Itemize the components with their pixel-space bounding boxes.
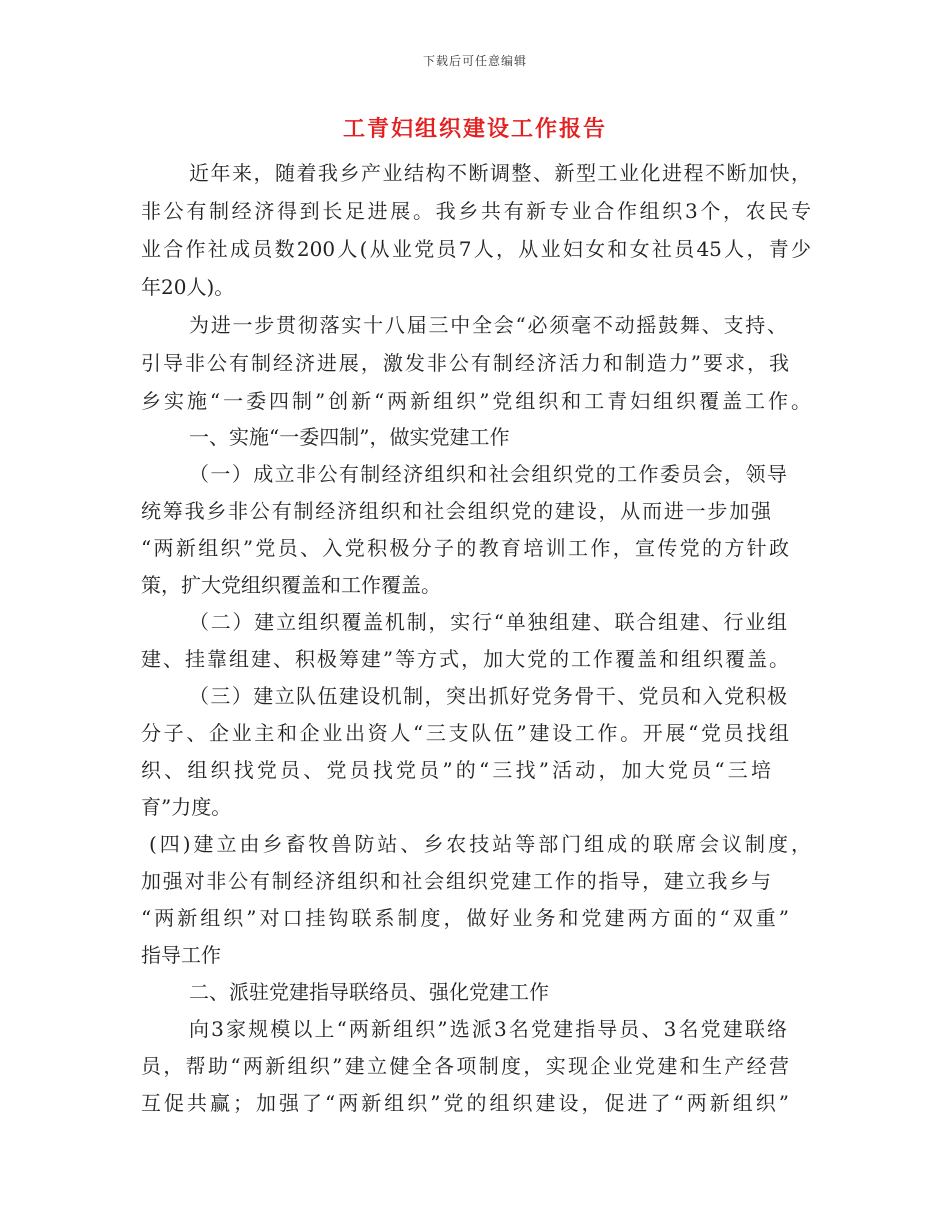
document-title: 工青妇组织建设工作报告 — [342, 116, 607, 142]
body-line: 育”力度。 — [141, 795, 232, 819]
section-heading: 一、实施“一委四制”，做实党建工作 — [189, 425, 510, 449]
body-line: 建、挂靠组建、积极筹建”等方式，加大党的工作覆盖和组织覆盖。 — [141, 647, 789, 671]
body-line: （二）建立组织覆盖机制，实行“单独组建、联合组建、行业组 — [189, 610, 787, 634]
body-line: 员，帮助“两新组织”建立健全各项制度，实现企业党建和生产经营 — [141, 1054, 789, 1078]
body-line: （一）成立非公有制经济组织和社会组织党的工作委员会，领导 — [189, 462, 787, 486]
body-line: 统筹我乡非公有制经济组织和社会组织党的建设，从而进一步加强 — [141, 499, 771, 523]
body-line: (四)建立由乡畜牧兽防站、乡农技站等部门组成的联席会议制度， — [149, 832, 811, 856]
body-line: 近年来，随着我乡产业结构不断调整、新型工业化进程不断加快， — [189, 161, 811, 185]
body-line: （三）建立队伍建设机制，突出抓好党务骨干、党员和入党积极 — [189, 684, 787, 708]
body-line: “两新组织”党员、入党积极分子的教育培训工作，宣传党的方针政 — [141, 536, 789, 560]
body-line: 乡实施“一委四制”创新“两新组织”党组织和工青妇组织覆盖工作。 — [141, 389, 811, 413]
body-line: 加强对非公有制经济组织和社会组织党建工作的指导，建立我乡与 — [141, 869, 771, 893]
body-line: “两新组织”对口挂钩联系制度，做好业务和党建两方面的“双重” — [141, 906, 789, 930]
body-line: 为进一步贯彻落实十八届三中全会“必须毫不动摇鼓舞、支持、 — [189, 313, 787, 337]
body-line: 织、组织找党员、党员找党员”的“三找”活动，加大党员“三培 — [141, 758, 771, 782]
body-line: 分子、企业主和企业出资人“三支队伍”建设工作。开展“党员找组 — [141, 721, 789, 745]
body-line: 非公有制经济得到长足进展。我乡共有新专业合作组织3个，农民专 — [141, 199, 811, 223]
body-line: 向3家规模以上“两新组织”选派3名党建指导员、3名党建联络 — [189, 1017, 787, 1041]
body-line: 引导非公有制经济进展，激发非公有制经济活力和制造力”要求，我 — [141, 351, 789, 375]
section-heading: 二、派驻党建指导联络员、强化党建工作 — [189, 980, 549, 1004]
header-note: 下载后可任意编辑 — [422, 54, 527, 68]
body-line: 策，扩大党组织覆盖和工作覆盖。 — [141, 573, 441, 597]
body-line: 业合作社成员数200人(从业党员7人，从业妇女和女社员45人，青少 — [141, 237, 811, 261]
body-line: 互促共赢；加强了“两新组织”党的组织建设，促进了“两新组织” — [141, 1091, 789, 1115]
body-line: 年20人)。 — [141, 275, 235, 299]
body-line: 指导工作 — [141, 943, 221, 967]
